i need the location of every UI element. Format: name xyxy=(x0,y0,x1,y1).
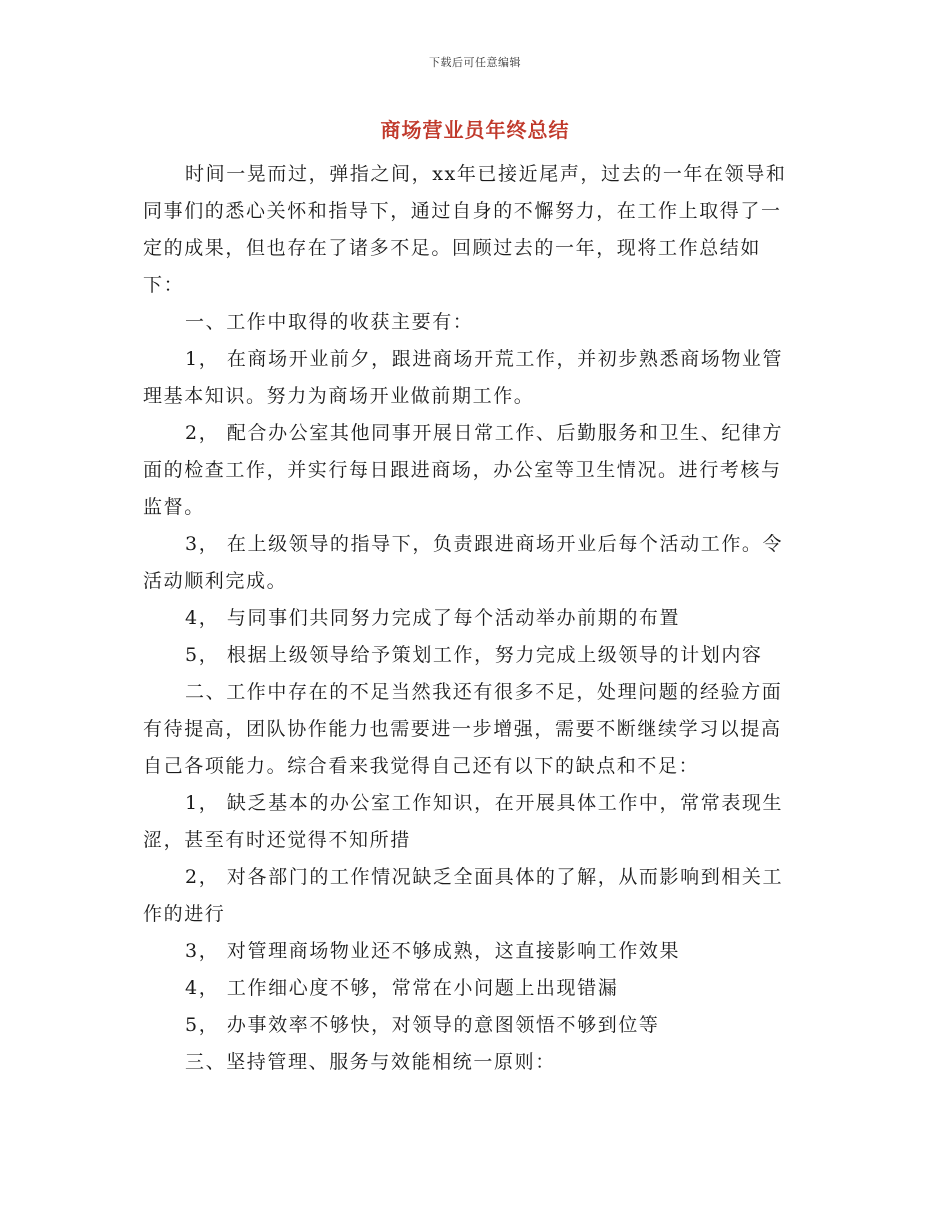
achievement-item-1: 1， 在商场开业前夕，跟进商场开荒工作，并初步熟悉商场物业管理基本知识。努力为商场开业做前期工作。 xyxy=(143,348,784,407)
achievement-item-4: 4， 与同事们共同努力完成了每个活动举办前期的布置 xyxy=(185,607,681,629)
shortcoming-item-2: 2， 对各部门的工作情况缺乏全面具体的了解，从而影响到相关工作的进行 xyxy=(143,866,784,925)
section-heading-shortcomings: 二、工作中存在的不足当然我还有很多不足，处理问题的经验方面有待提高，团队协作能力也需要进一步增强，需要不断继续学习以提高自己各项能力。综合看来我觉得自己还有以下的缺点和不足： xyxy=(143,681,783,777)
achievement-item-5: 5， 根据上级领导给予策划工作，努力完成上级领导的计划内容 xyxy=(185,644,763,666)
section-heading-principles: 三、坚持管理、服务与效能相统一原则： xyxy=(185,1051,556,1073)
shortcoming-item-4: 4， 工作细心度不够，常常在小问题上出现错漏 xyxy=(185,977,619,999)
page-header-note: 下载后可任意编辑 xyxy=(429,56,521,69)
document-title: 商场营业员年终总结 xyxy=(380,118,570,142)
shortcoming-item-5: 5， 办事效率不够快，对领导的意图领悟不够到位等 xyxy=(185,1014,660,1036)
achievement-item-3: 3， 在上级领导的指导下，负责跟进商场开业后每个活动工作。令活动顺利完成。 xyxy=(143,533,784,592)
achievement-item-2: 2， 配合办公室其他同事开展日常工作、后勤服务和卫生、纪律方面的检查工作，并实行每日跟进商场，办公室等卫生情况。进行考核与监督。 xyxy=(143,422,784,518)
shortcoming-item-3: 3， 对管理商场物业还不够成熟，这直接影响工作效果 xyxy=(185,940,681,962)
section-heading-achievements: 一、工作中取得的收获主要有： xyxy=(185,311,474,333)
paragraph-intro: 时间一晃而过，弹指之间，xx年已接近尾声，过去的一年在领导和同事们的悉心关怀和指导下，通过自身的不懈努力，在工作上取得了一定的成果，但也存在了诸多不足。回顾过去的一年，现将工作总结如下： xyxy=(143,163,787,296)
document-body xyxy=(143,156,798,1081)
shortcoming-item-1: 1， 缺乏基本的办公室工作知识，在开展具体工作中，常常表现生涩，甚至有时还觉得不知所措 xyxy=(143,792,784,851)
